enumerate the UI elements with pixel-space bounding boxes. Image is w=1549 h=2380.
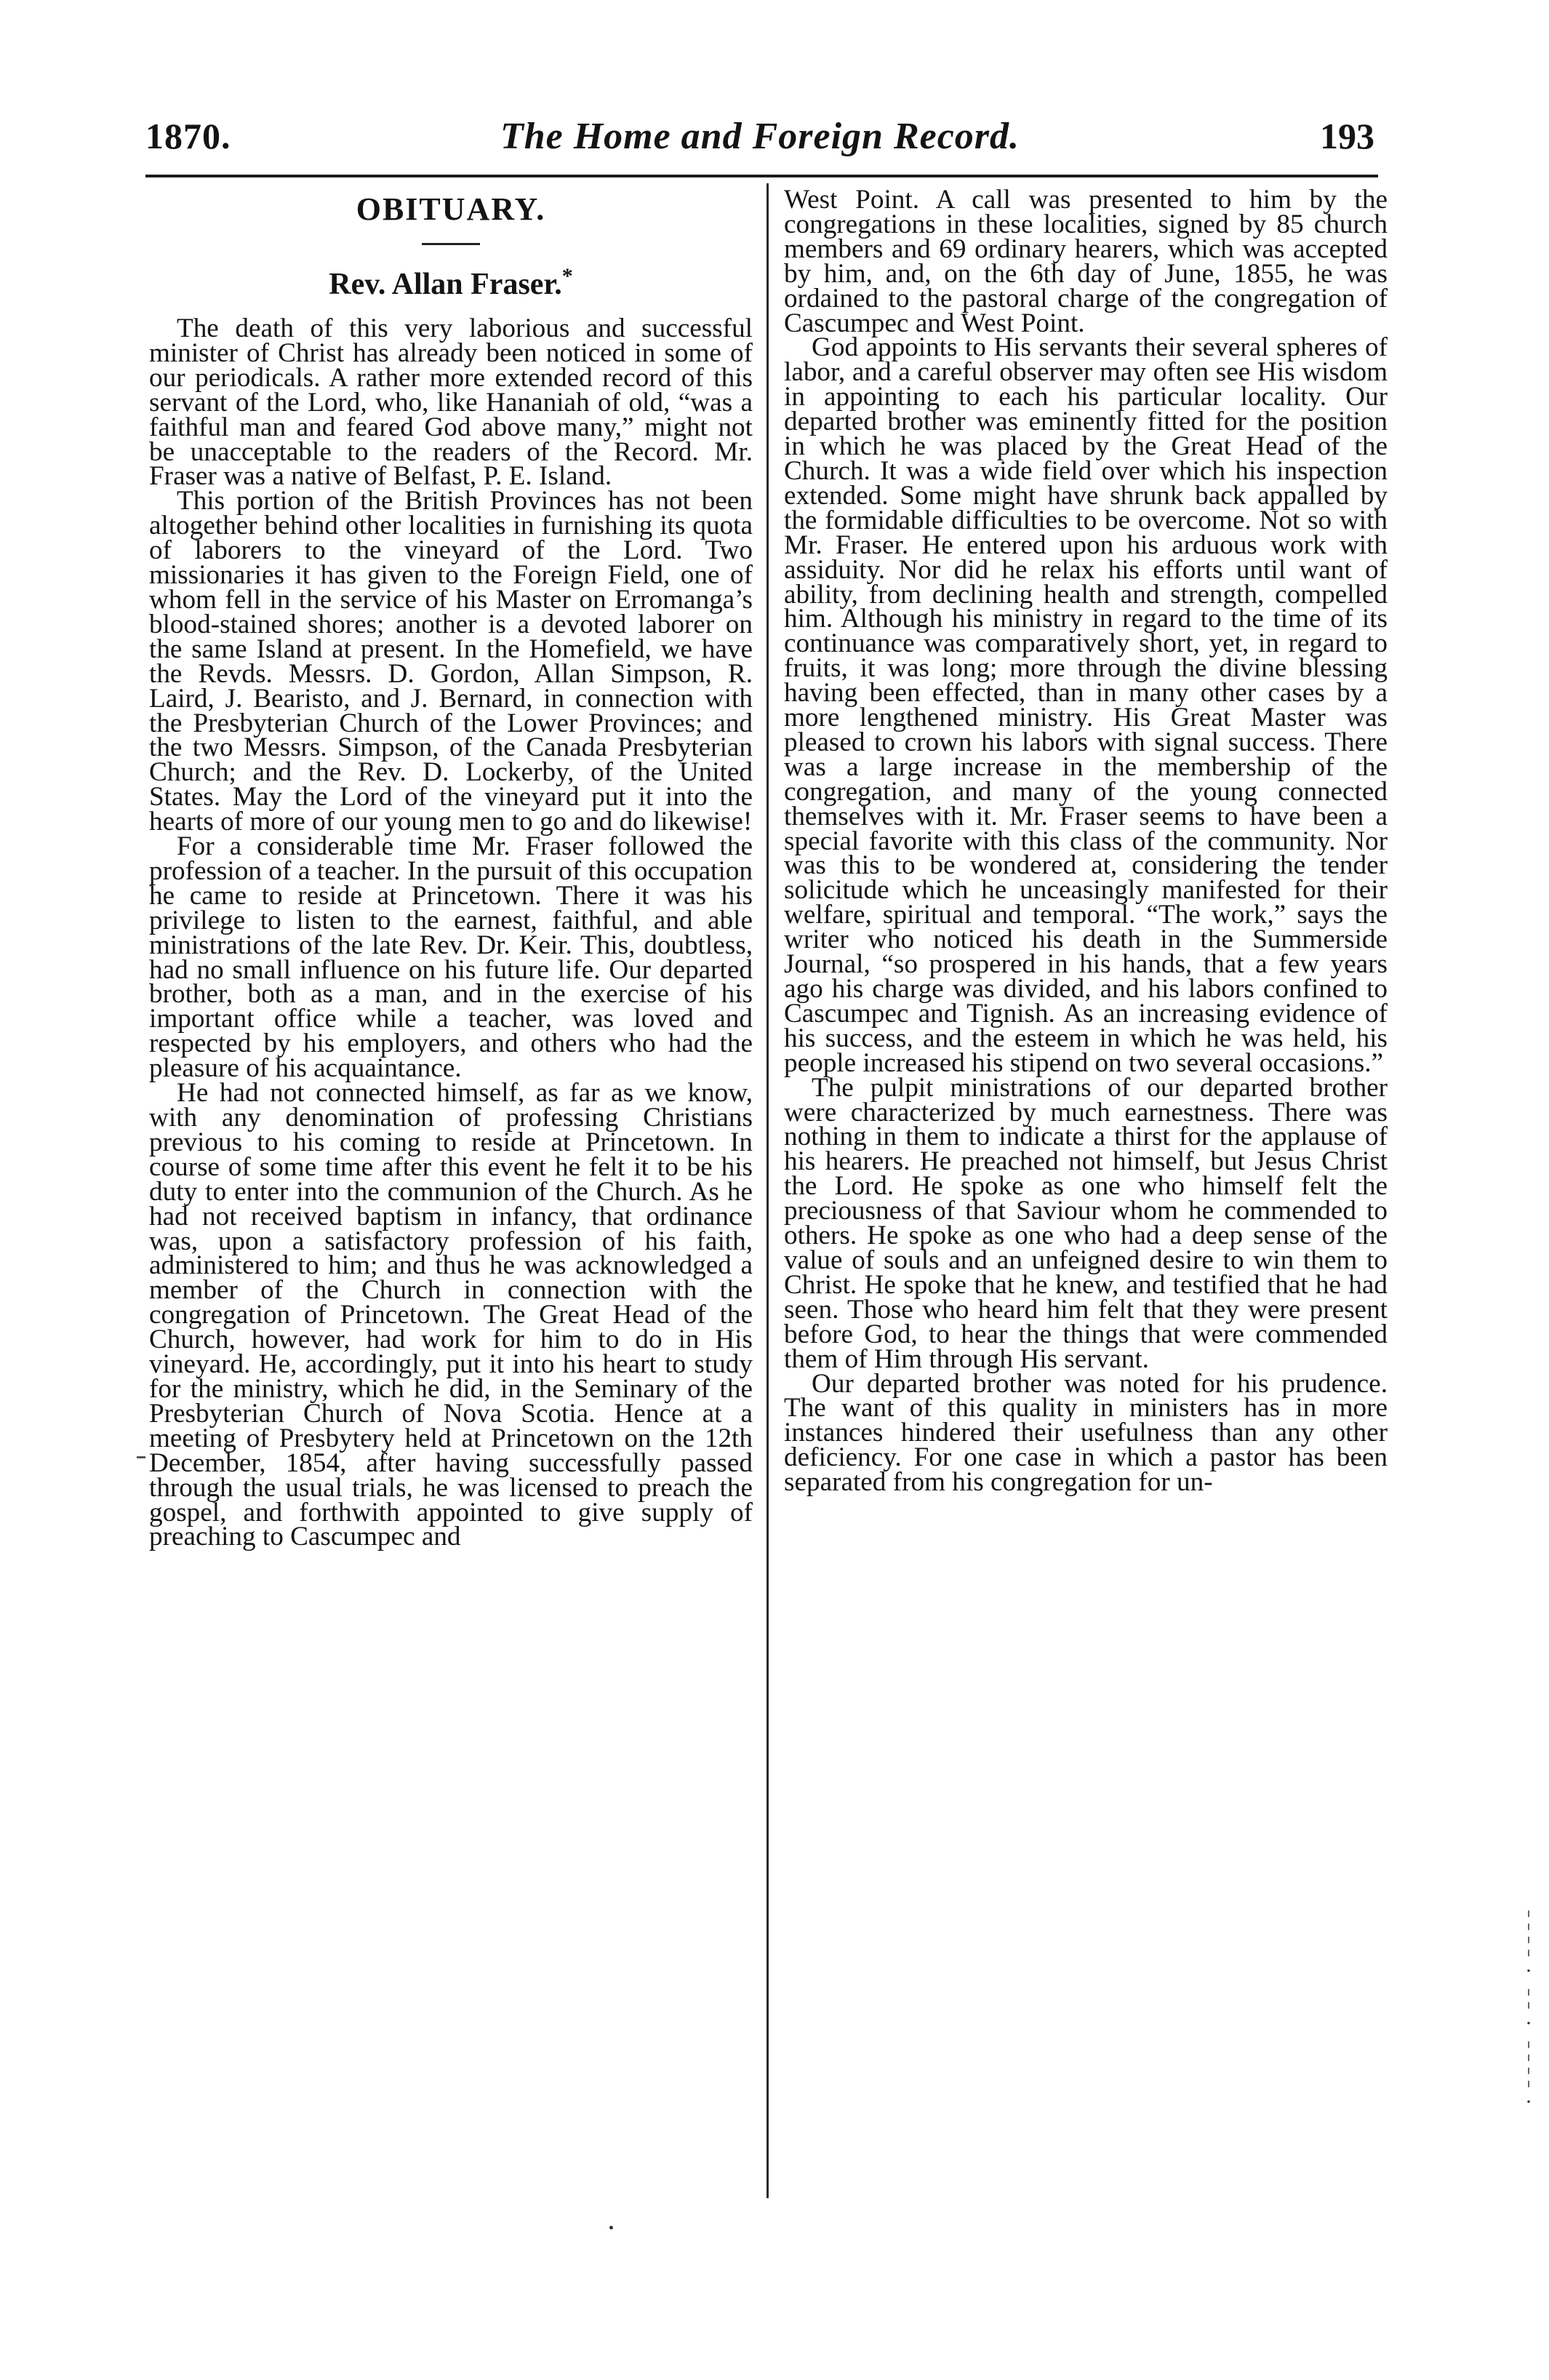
footnote-mark: * bbox=[561, 264, 573, 288]
print-speck bbox=[609, 2226, 613, 2229]
article-heading bbox=[149, 265, 753, 303]
page-number: 193 bbox=[1320, 116, 1374, 156]
paragraph: This portion of the British Provinces has not been altogether behind other localities in furnishing its quota of laborers to the vineyard of the Lord. Two missionaries it has given to the Foreign Field, one of whom fell in the service of his Master on Erromanga’s blood-stained shores; another is a devoted laborer on the same Island at present. In the Homefield, we have the Revds. Messrs. D. Gordon, Allan Simpson, R. Laird, J. Bearisto, and J. Bernard, in connection with the Presbyterian Church of the Lower Provinces; and the two Messrs. Simpson, of the Canada Presbyterian Church; and the Rev. D. Lockerby, of the United States. May the Lord of the vineyard put it into the hearts of more of our young men to go and do likewise! bbox=[149, 486, 753, 837]
paragraph: For a considerable time Mr. Fraser followed the profession of a teacher. In the pursuit of this occupation he came to reside at Princetown. There it was his privilege to listen to the earnest, faithful, and able ministrations of the late Rev. Dr. Keir. This, doubtless, had no small influence on his future life. Our departed brother, both as a man, and in the exercise of his important office while a teacher, was loved and respected by his employers, and others who had the pleasure of his acquaintance. bbox=[149, 831, 753, 1084]
section-title: OBITUARY. bbox=[356, 191, 546, 227]
running-head bbox=[145, 115, 1374, 173]
paragraph: Our departed brother was noted for his prudence. The want of this quality in ministers has in more instances hindered their usefulness than any other deficiency. For one case in which a pastor has been separated from his congregation for un- bbox=[784, 1368, 1388, 1498]
paragraph: He had not connected himself, as far as we know, with any denomination of professing Christians previous to his coming to reside at Princetown. In course of some time after this event he felt it to be his duty to enter into the communion of the Church. As he had not received baptism in infancy, that ordinance was, upon a satisfactory profession of his faith, administered to him; and thus he was acknowledged a member of the Church in connection with the congregation of Princetown. The Great Head of the Church, however, had work for him to do in His vineyard. He, accordingly, put it into his heart to study for the ministry, which he did, in the Seminary of the Presbyterian Church of Nova Scotia. Hence at a meeting of Presbytery held at Princetown on the 12th December, 1854, after having successfully passed through the usual trials, he was licensed to preach the gospel, and forthwith appointed to give supply of preaching to Cascumpec and bbox=[149, 1078, 753, 1552]
column-divider bbox=[767, 183, 769, 2198]
left-column bbox=[149, 188, 753, 2195]
journal-title: The Home and Foreign Record. bbox=[500, 116, 1020, 157]
paragraph: West Point. A call was presented to him by the congregations in these localities, signed by 85 church members and 69 ordinary hearers, which was accepted by him, and, on the 6th day of June, 1855, he was ordained to the pastoral charge of the congregation of Cascumpec and West Point. bbox=[784, 188, 1388, 338]
paragraph: The pulpit ministrations of our departed brother were characterized by much earnestness. There was nothing in them to indicate a thirst for the applause of his hearers. He preached not himself, but Jesus Christ the Lord. He spoke as one who himself felt the preciousness of that Saviour whom he commended to others. He spoke as one who had a deep sense of the value of souls and an unfeigned desire to win them to Christ. He spoke that he knew, and testified that he had seen. Those who heard him felt that they were present before God, to hear the things that were commended them of Him through His servant. bbox=[784, 1072, 1388, 1374]
title-divider bbox=[422, 243, 480, 245]
paragraph: The death of this very laborious and successful minister of Christ has already been noticed in some of our periodicals. A rather more extended record of this servant of the Lord, who, like Hananiah of old, “was a faithful man and feared God above many,” might not be unacceptable to the readers of the Record. Mr. Fraser was a native of Belfast, P. E. Island. bbox=[149, 314, 753, 492]
running-head-year: 1870. bbox=[145, 116, 231, 156]
right-column bbox=[784, 188, 1388, 2195]
margin-print-marks: ¦ ¦ · ¦ · ¦ ¦ · bbox=[1525, 1906, 1532, 2114]
header-rule bbox=[145, 175, 1378, 177]
paragraph: God appoints to His servants their several spheres of labor, and a careful observer may often see His wisdom in appointing to each his particular locality. Our departed brother was eminently fitted for the position in which he was placed by the Great Head of the Church. It was a wide field over which his inspection extended. Some might have shrunk back appalled by the formidable difficulties to be overcome. Not so with Mr. Fraser. He entered upon his arduous work with assiduity. Nor did he relax his efforts until want of ability, from declining health and strength, compelled him. Although his ministry in regard to the time of its continuance was comparatively short, yet, in regard to fruits, it was long; more through the divine blessing having been effected, than in many other cases by a more lengthened ministry. His Great Master was pleased to crown his labors with signal success. There was a large increase in the membership of the congregation, and many of the young connected themselves with it. Mr. Fraser seems to have been a special favorite with this class of the community. Nor was this to be wondered at, considering the tender solicitude which he unceasingly manifested for their welfare, spiritual and temporal. “The work,” says the writer who noticed his death in the Summerside Journal, “so prospered in his hands, that a few years ago his charge was divided, and his labors confined to Cascumpec and Tignish. As an increasing evidence of his success, and the esteem in which he was held, his people increased his stipend on two several occasions.” bbox=[784, 332, 1388, 1078]
margin-tick bbox=[137, 1456, 145, 1458]
article-heading-text: Rev. Allan Fraser. bbox=[329, 268, 562, 301]
